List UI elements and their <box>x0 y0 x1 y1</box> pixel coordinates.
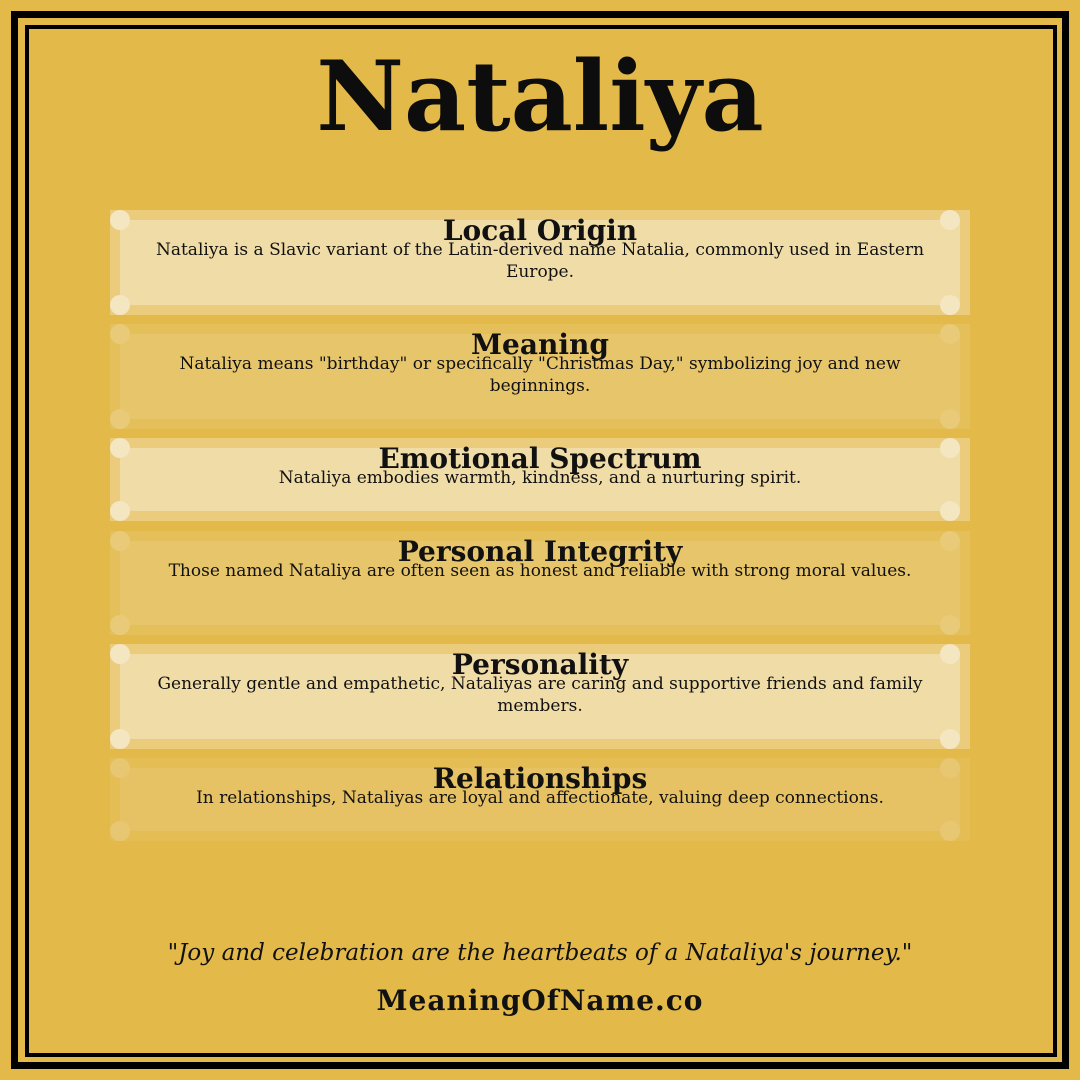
corner-dot <box>110 615 130 635</box>
section-text: Nataliya means "birthday" or specifically "Christmas Day," symbolizing joy and new beginnings. <box>179 354 901 396</box>
page-title: Nataliya <box>316 40 764 153</box>
corner-dot <box>110 409 130 429</box>
section-text: Those named Nataliya are often seen as honest and reliable with strong moral values. <box>168 561 912 581</box>
corner-dot <box>110 729 130 749</box>
section-text: Generally gentle and empathetic, Nataliyas are caring and supportive friends and family members. <box>157 674 923 716</box>
quote: "Joy and celebration are the heartbeats of a Nataliya's journey." <box>167 940 913 966</box>
section-card <box>110 531 970 635</box>
section-text: Nataliya is a Slavic variant of the Latin-derived name Natalia, commonly used in Eastern Europe. <box>155 240 925 282</box>
section-card <box>110 438 970 521</box>
corner-dot <box>940 409 960 429</box>
section-card <box>110 758 970 841</box>
site-name: MeaningOfName.co <box>376 984 704 1017</box>
corner-dot <box>110 821 130 841</box>
section-heading: Personality <box>451 648 629 681</box>
section-text: In relationships, Nataliyas are loyal and affectionate, valuing deep connections. <box>196 788 884 808</box>
section-heading: Personal Integrity <box>397 535 683 568</box>
section-card <box>110 644 970 749</box>
section-heading: Relationships <box>432 762 648 795</box>
section-card <box>110 324 970 429</box>
section-heading: Meaning <box>471 328 609 361</box>
corner-dot <box>110 501 130 521</box>
section-heading: Emotional Spectrum <box>378 442 702 475</box>
section-card <box>110 210 970 315</box>
corner-dot <box>940 729 960 749</box>
corner-dot <box>940 615 960 635</box>
corner-dot <box>940 501 960 521</box>
corner-dot <box>940 295 960 315</box>
corner-dot <box>940 821 960 841</box>
section-heading: Local Origin <box>442 214 638 247</box>
corner-dot <box>110 295 130 315</box>
section-text: Nataliya embodies warmth, kindness, and a nurturing spirit. <box>278 468 802 488</box>
